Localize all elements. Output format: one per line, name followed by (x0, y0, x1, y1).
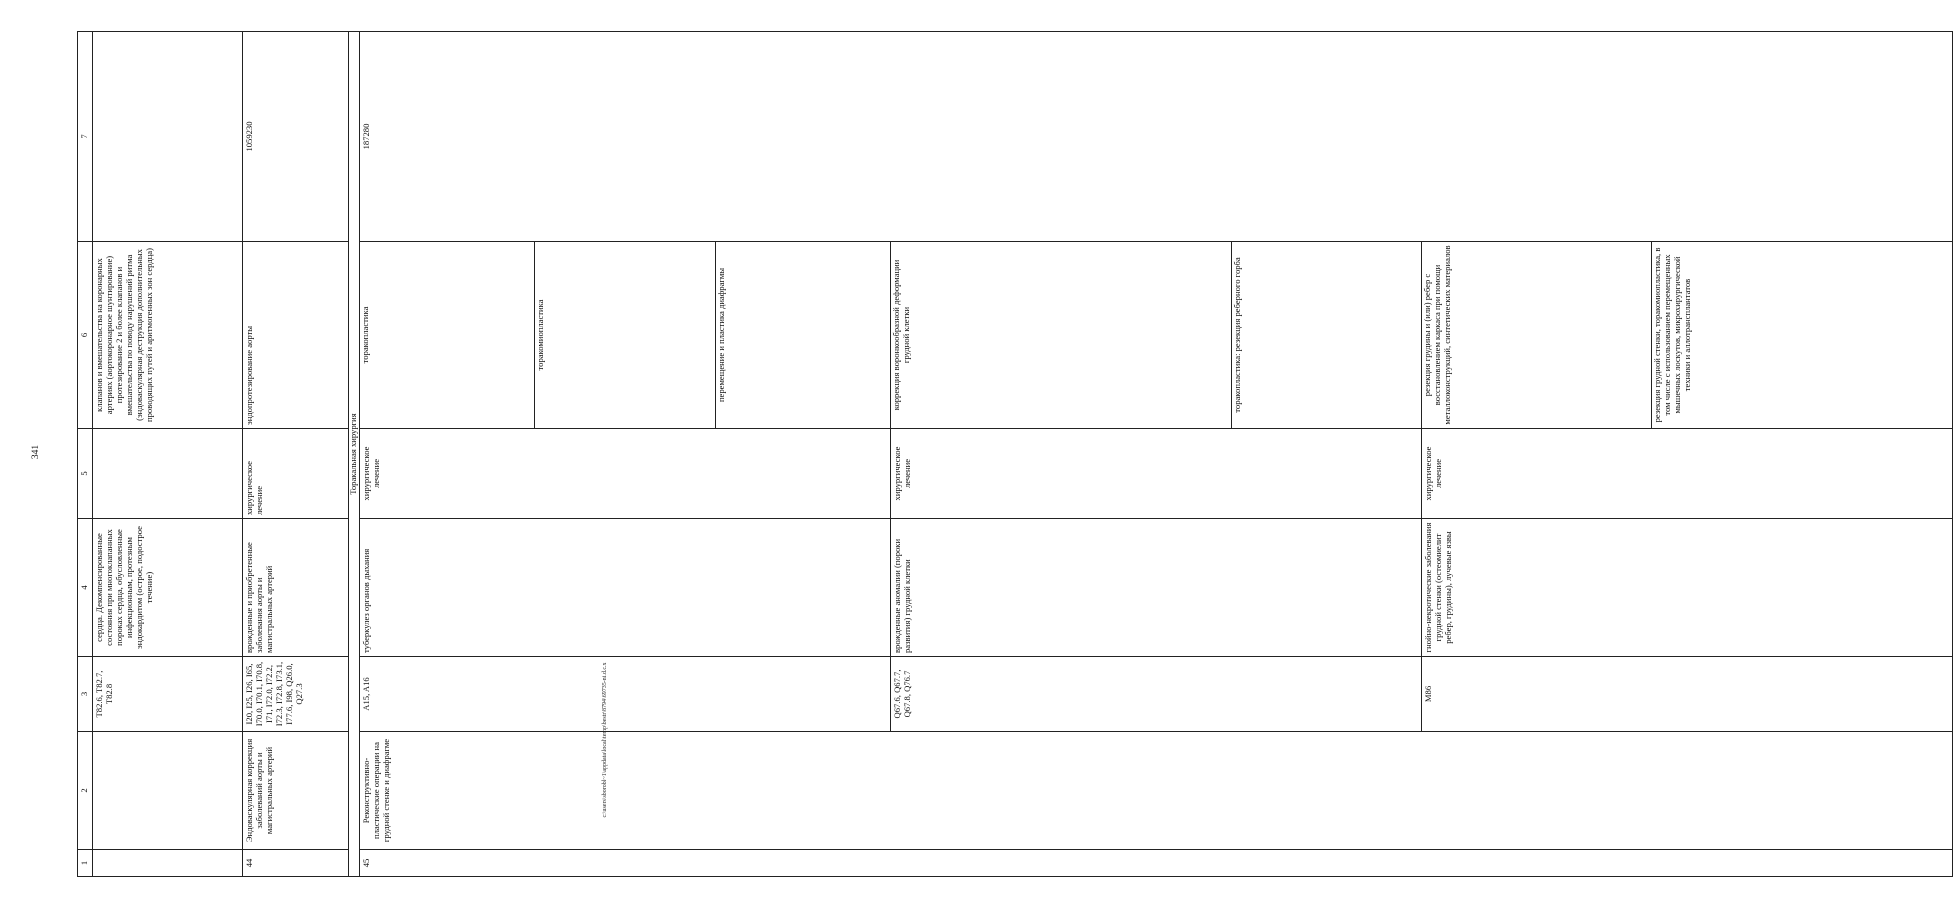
condition-description: гнойно-некротические заболевания грудной стенки (остеомиелит ребер, грудины), лучевые язвы (1422, 519, 1953, 657)
section-title: Торакальная хирургия (349, 32, 360, 877)
methods-list (891, 242, 1421, 428)
treatment-methods (1422, 242, 1953, 429)
row-number (93, 850, 243, 877)
method-item: коррекция воронкообразной деформации грудной клетки (891, 242, 1232, 428)
table-row-44 (243, 32, 349, 877)
treatment-methods: эндопротезирование аорты (243, 242, 349, 429)
condition-description: туберкулез органов дыхания (360, 519, 891, 657)
diagnosis-codes: Q67.6, Q67.7, Q67.8, Q76.7 (891, 657, 1422, 732)
treatment-type (93, 429, 243, 519)
treatment-methods (93, 242, 243, 429)
column-header-3: 3 (78, 657, 93, 732)
treatment-type: хирургическое лечение (891, 429, 1422, 519)
procedure-name (93, 732, 243, 850)
table-row-continued (93, 32, 243, 877)
cost-value: 187280 (360, 32, 1953, 242)
method-item: клапанов и вмешательства на коронарных артериях (аортокоронарное шунтирование) (94, 255, 114, 415)
procedure-name: Реконструктивно-пластические операции на грудной стенке и диафрагме (360, 732, 1953, 850)
column-number-row (78, 32, 93, 877)
method-item: резекция грудной стенки, торакомиопластика, в том числе с использованием перемещенных мышечных лоскутов, микрохирургической техники и аллотрансплантатов (1652, 247, 1693, 423)
method-item: перемещение и пластика диафрагмы (716, 267, 727, 403)
diagnosis-codes: I20, I25, I26, I65, I70.0, I70.1, I70.8, I71, I72.0, I72.2, I72.3, I72.8, I73.1, I77.6, I98, Q26.0, Q27.3 (243, 657, 349, 732)
column-header-1: 1 (78, 850, 93, 877)
condition-description: врожденные аномалии (пороки развития) грудной клетки (891, 519, 1422, 657)
method-item: резекция грудины и (или) ребер с восстановлением каркаса при помощи металлоконструкций, синтетических материалов (1422, 242, 1652, 428)
methods-list (360, 242, 890, 428)
procedure-name: Эндоваскулярная коррекция заболеваний аорты и магистральных артерий (243, 732, 349, 850)
row-number: 44 (243, 850, 349, 877)
column-header-6: 6 (78, 242, 93, 429)
procedures-table (77, 31, 1953, 877)
condition-description: сердца. Декомпенсированные состояния при многоклапанных пороках сердца, обусловленные инфекционным, протезным эндокардитом (острое, подострое течение) (93, 519, 243, 657)
row-number: 45 (360, 850, 1953, 877)
column-header-2: 2 (78, 732, 93, 850)
treatment-type: хирургическое лечение (243, 429, 349, 519)
diagnosis-codes: A15, A16 (360, 657, 891, 732)
rotated-table-sheet (77, 32, 1693, 877)
methods-list (1422, 242, 1952, 428)
method-item: протезирование 2 и более клапанов и вмешательства по поводу нарушений ритма (эндоваскулярная деструкция дополнительных проводящих путей и аритмогенных зон сердца) (113, 248, 154, 422)
method-item: торакопластика (360, 242, 534, 428)
section-header-row (349, 32, 360, 877)
column-header-5: 5 (78, 429, 93, 519)
treatment-type: хирургическое лечение (360, 429, 891, 519)
condition-description: врожденные и приобретенные заболевания аорты и магистральных артерий (243, 519, 349, 657)
treatment-methods (360, 242, 891, 429)
page-number: 341 (31, 444, 41, 460)
treatment-type: хирургическое лечение (1422, 429, 1953, 519)
method-item: торакопластика: резекция реберного горба (1232, 257, 1243, 413)
column-header-7: 7 (78, 32, 93, 242)
diagnosis-codes: T82.6, T82.7, T82.8 (93, 657, 243, 732)
diagnosis-codes: M86 (1422, 657, 1953, 732)
method-item: торакомиопластика (534, 242, 715, 428)
cost-value: 1059230 (243, 32, 349, 242)
treatment-methods (891, 242, 1422, 429)
table-row-45a (360, 32, 891, 877)
column-header-4: 4 (78, 519, 93, 657)
cost-value (93, 32, 243, 242)
footer-file-path: c:\users\sborobl~1\appdata\local\temp\bestr\8794\69735-ni.d.c.x (602, 662, 608, 818)
